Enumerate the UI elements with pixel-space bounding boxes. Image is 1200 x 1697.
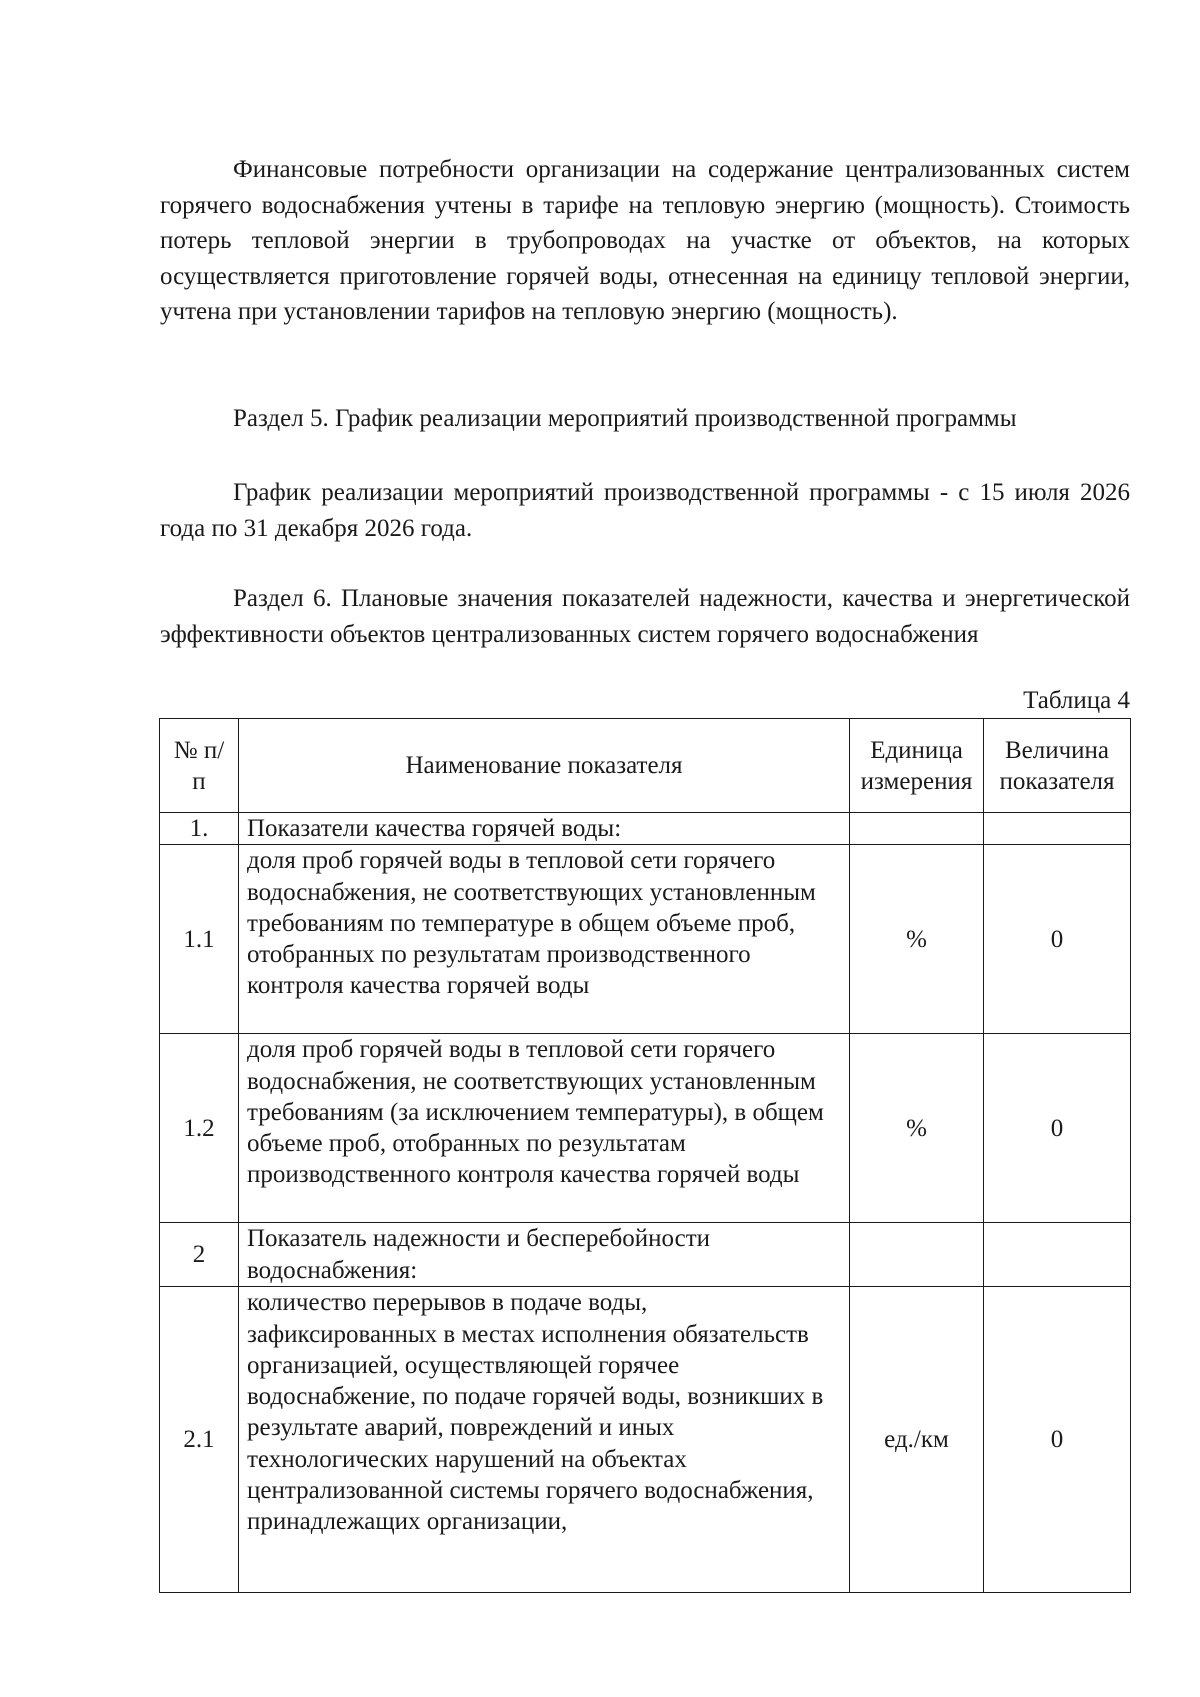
table-caption: Таблица 4 — [1023, 687, 1130, 714]
table-row — [160, 813, 1131, 845]
row-unit — [850, 1223, 984, 1287]
row-name: Показатель надежности и бесперебойности водоснабжения: — [239, 1223, 850, 1287]
header-unit: Единица измерения — [850, 719, 984, 813]
row-value — [984, 813, 1131, 845]
row-num: 1. — [160, 813, 239, 845]
row-value: 0 — [984, 1034, 1131, 1223]
schedule-paragraph: График реализации мероприятий производственной программы - с 15 июля 2026 года по 31 декабря 2026 года. — [160, 479, 1130, 542]
row-num: 2.1 — [160, 1287, 239, 1593]
table-header-row — [160, 719, 1131, 813]
header-value: Величина показателя — [984, 719, 1131, 813]
financial-needs-paragraph: Финансовые потребности организации на содержание централизованных систем горячего водоснабжения учтены в тарифе на тепловую энергию (мощность). Стоимость потерь тепловой энергии в трубопроводах на участке от объектов, на которых осуществляется приготовление горячей воды, отнесенная на единицу тепловой энергии, учтена при установлении тарифов на тепловую энергию (мощность). — [160, 156, 1130, 325]
row-name: количество перерывов в подаче воды, зафиксированных в местах исполнения обязательств организацией, осуществляющей горячее водоснабжение, по подаче горячей воды, возникших в результате аварий, повреждений и иных технологических нарушений на объектах централизованной системы горячего водоснабжения, принадлежащих организации, — [239, 1287, 850, 1593]
row-num: 1.1 — [160, 845, 239, 1034]
row-name: Показатели качества горячей воды: — [239, 813, 850, 845]
row-unit: ед./км — [850, 1287, 984, 1593]
table-row — [160, 1287, 1131, 1593]
row-value — [984, 1223, 1131, 1287]
row-unit: % — [850, 1034, 984, 1223]
section-5-title: Раздел 5. График реализации мероприятий производственной программы — [233, 405, 1017, 432]
table-row — [160, 1034, 1131, 1223]
row-name: доля проб горячей воды в тепловой сети горячего водоснабжения, не соответствующих установленным требованиям (за исключением температуры), в общем объеме проб, отобранных по результатам производственного контроля качества горячей воды — [239, 1034, 850, 1223]
row-num: 2 — [160, 1223, 239, 1287]
row-name: доля проб горячей воды в тепловой сети горячего водоснабжения, не соответствующих установленным требованиям по температуре в общем объеме проб, отобранных по результатам производственного контроля качества горячей воды — [239, 845, 850, 1034]
row-num: 1.2 — [160, 1034, 239, 1223]
section-6-title: Раздел 6. Плановые значения показателей надежности, качества и энергетической эффективности объектов централизованных систем горячего водоснабжения — [160, 585, 1130, 648]
row-unit: % — [850, 845, 984, 1034]
header-num: № п/п — [160, 719, 239, 813]
row-value: 0 — [984, 1287, 1131, 1593]
header-name: Наименование показателя — [239, 719, 850, 813]
row-unit — [850, 813, 984, 845]
table-row — [160, 1223, 1131, 1287]
row-value: 0 — [984, 845, 1131, 1034]
indicators-table — [159, 718, 1131, 1593]
table-row — [160, 845, 1131, 1034]
